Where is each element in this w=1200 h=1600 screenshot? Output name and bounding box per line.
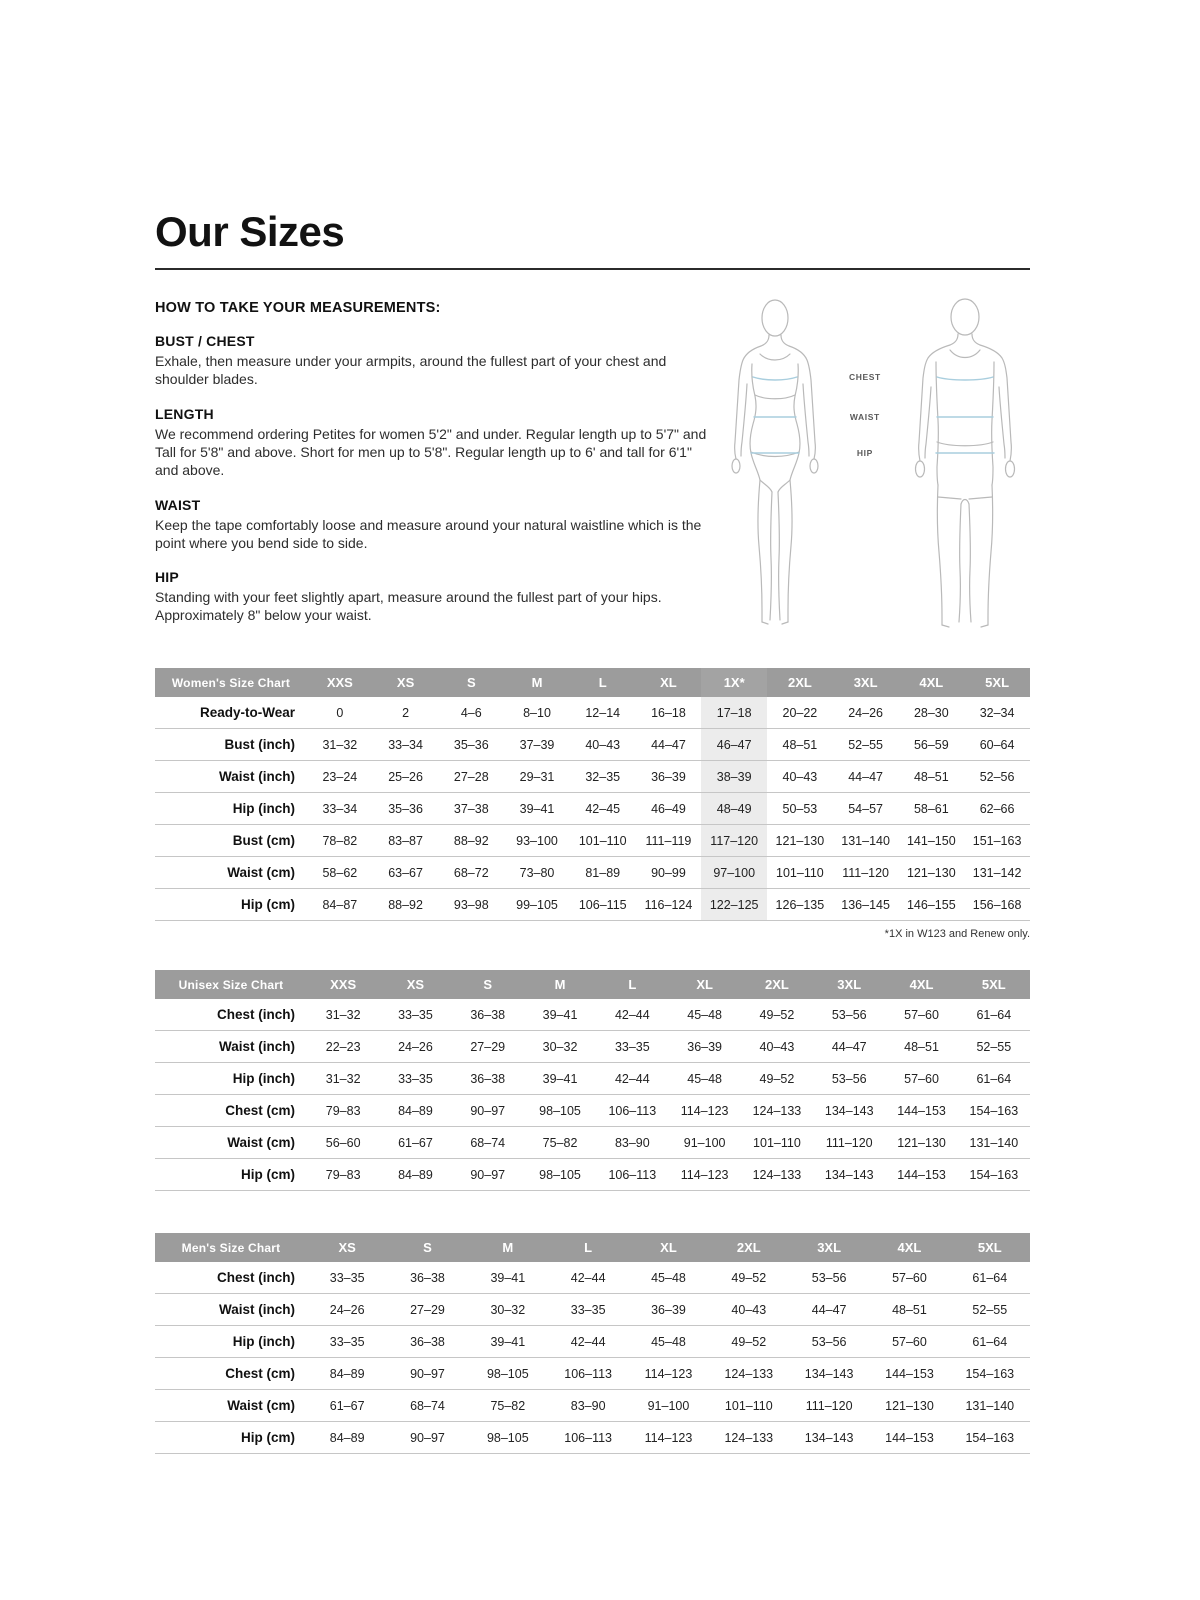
size-cell: 50–53 — [767, 793, 833, 825]
size-cell: 4–6 — [438, 697, 504, 729]
size-cell: 134–143 — [813, 1095, 885, 1127]
size-cell: 114–123 — [668, 1095, 740, 1127]
size-cell: 52–55 — [833, 729, 899, 761]
size-cell: 90–97 — [387, 1358, 467, 1390]
how-to-heading: HOW TO TAKE YOUR MEASUREMENTS: — [155, 300, 441, 317]
size-cell: 42–44 — [596, 1063, 668, 1095]
size-cell: 114–123 — [628, 1358, 708, 1390]
table-row — [155, 1063, 1030, 1095]
size-cell: 37–38 — [438, 793, 504, 825]
size-cell: 63–67 — [373, 857, 439, 889]
size-cell: 39–41 — [504, 793, 570, 825]
table-row — [155, 825, 1030, 857]
size-cell: 32–34 — [964, 697, 1030, 729]
size-cell: 45–48 — [668, 1063, 740, 1095]
size-cell: 33–34 — [373, 729, 439, 761]
size-cell: 84–87 — [307, 889, 373, 921]
size-cell: 93–100 — [504, 825, 570, 857]
size-cell: 56–59 — [898, 729, 964, 761]
column-header: 3XL — [813, 970, 885, 999]
size-cell: 57–60 — [885, 999, 957, 1031]
size-cell: 58–61 — [898, 793, 964, 825]
size-cell: 46–47 — [701, 729, 767, 761]
size-cell: 111–120 — [833, 857, 899, 889]
table-row — [155, 1159, 1030, 1191]
size-table — [155, 1233, 1030, 1454]
size-cell: 60–64 — [964, 729, 1030, 761]
header-row — [155, 668, 1030, 697]
size-cell: 48–51 — [885, 1031, 957, 1063]
size-cell: 84–89 — [307, 1358, 387, 1390]
column-header: L — [596, 970, 668, 999]
size-table — [155, 668, 1030, 921]
size-cell: 33–35 — [379, 1063, 451, 1095]
column-header: XL — [668, 970, 740, 999]
size-cell: 75–82 — [524, 1127, 596, 1159]
size-cell: 39–41 — [468, 1326, 548, 1358]
size-cell: 124–133 — [741, 1095, 813, 1127]
size-cell: 44–47 — [789, 1294, 869, 1326]
row-label: Waist (cm) — [155, 1390, 307, 1422]
table-row — [155, 1294, 1030, 1326]
row-label: Waist (cm) — [155, 857, 307, 889]
intro-row — [155, 300, 1030, 652]
table-row — [155, 1127, 1030, 1159]
size-cell: 111–119 — [636, 825, 702, 857]
row-label: Hip (inch) — [155, 1326, 307, 1358]
size-cell: 36–38 — [452, 999, 524, 1031]
size-cell: 42–44 — [596, 999, 668, 1031]
column-header: XXS — [307, 970, 379, 999]
size-cell: 68–74 — [452, 1127, 524, 1159]
size-cell: 30–32 — [524, 1031, 596, 1063]
size-cell: 106–113 — [548, 1422, 628, 1454]
size-cell: 134–143 — [813, 1159, 885, 1191]
size-cell: 31–32 — [307, 729, 373, 761]
size-cell: 98–105 — [524, 1159, 596, 1191]
column-header: XS — [307, 1233, 387, 1262]
size-cell: 61–67 — [307, 1390, 387, 1422]
size-cell: 91–100 — [628, 1390, 708, 1422]
size-cell: 61–64 — [958, 1063, 1030, 1095]
size-cell: 101–110 — [741, 1127, 813, 1159]
size-cell: 83–87 — [373, 825, 439, 857]
size-cell: 144–153 — [885, 1095, 957, 1127]
size-cell: 93–98 — [438, 889, 504, 921]
size-table — [155, 970, 1030, 1191]
column-header: M — [504, 668, 570, 697]
size-cell: 84–89 — [379, 1095, 451, 1127]
size-cell: 97–100 — [701, 857, 767, 889]
size-cell: 121–130 — [898, 857, 964, 889]
measurement-instructions — [155, 300, 710, 652]
column-header: XL — [636, 668, 702, 697]
size-cell: 106–115 — [570, 889, 636, 921]
size-cell: 48–49 — [701, 793, 767, 825]
size-cell: 111–120 — [789, 1390, 869, 1422]
size-cell: 36–39 — [628, 1294, 708, 1326]
figure-label-hip: HIP — [856, 448, 873, 459]
column-header: 2XL — [741, 970, 813, 999]
size-cell: 61–64 — [958, 999, 1030, 1031]
figure-label-chest: CHEST — [848, 372, 881, 383]
section-heading: HIP — [155, 569, 179, 586]
column-header: XS — [373, 668, 439, 697]
size-cell: 40–43 — [709, 1294, 789, 1326]
male-figure-illustration — [890, 292, 1040, 642]
size-cell: 57–60 — [869, 1262, 949, 1294]
size-cell: 52–56 — [964, 761, 1030, 793]
size-cell: 154–163 — [958, 1159, 1030, 1191]
size-cell: 79–83 — [307, 1095, 379, 1127]
size-cell: 35–36 — [373, 793, 439, 825]
size-cell: 24–26 — [379, 1031, 451, 1063]
column-header: XXS — [307, 668, 373, 697]
size-cell: 57–60 — [869, 1326, 949, 1358]
row-label: Chest (cm) — [155, 1095, 307, 1127]
table-row — [155, 1262, 1030, 1294]
column-header: S — [452, 970, 524, 999]
female-measurement-lines — [751, 377, 799, 453]
size-cell: 33–35 — [548, 1294, 628, 1326]
table-row — [155, 1095, 1030, 1127]
size-cell: 53–56 — [789, 1262, 869, 1294]
section-body: Keep the tape comfortably loose and measure around your natural waistline which is the point where you bend side to side. — [155, 516, 702, 551]
header-row — [155, 1233, 1030, 1262]
size-cell: 48–51 — [898, 761, 964, 793]
size-cell: 78–82 — [307, 825, 373, 857]
size-cell: 121–130 — [885, 1127, 957, 1159]
size-cell: 53–56 — [813, 1063, 885, 1095]
size-cell: 126–135 — [767, 889, 833, 921]
size-cell: 40–43 — [741, 1031, 813, 1063]
size-cell: 88–92 — [373, 889, 439, 921]
size-cell: 114–123 — [668, 1159, 740, 1191]
column-header: 1X* — [701, 668, 767, 697]
table-row — [155, 1358, 1030, 1390]
size-cell: 33–34 — [307, 793, 373, 825]
size-cell: 81–89 — [570, 857, 636, 889]
page-title: Our Sizes — [155, 208, 345, 255]
size-cell: 49–52 — [709, 1326, 789, 1358]
column-header: 4XL — [898, 668, 964, 697]
size-cell: 42–44 — [548, 1262, 628, 1294]
size-cell: 144–153 — [869, 1358, 949, 1390]
size-cell: 37–39 — [504, 729, 570, 761]
size-cell: 42–44 — [548, 1326, 628, 1358]
column-header: 2XL — [709, 1233, 789, 1262]
size-cell: 30–32 — [468, 1294, 548, 1326]
size-cell: 36–38 — [387, 1326, 467, 1358]
column-header: XL — [628, 1233, 708, 1262]
section-heading: WAIST — [155, 496, 201, 513]
size-cell: 49–52 — [741, 999, 813, 1031]
size-cell: 98–105 — [524, 1095, 596, 1127]
row-label: Hip (inch) — [155, 1063, 307, 1095]
size-cell: 32–35 — [570, 761, 636, 793]
size-cell: 111–120 — [813, 1127, 885, 1159]
measurement-figures — [710, 292, 1030, 644]
size-cell: 39–41 — [524, 999, 596, 1031]
size-cell: 114–123 — [628, 1422, 708, 1454]
size-cell: 27–29 — [452, 1031, 524, 1063]
size-cell: 91–100 — [668, 1127, 740, 1159]
size-cell: 84–89 — [307, 1422, 387, 1454]
size-cell: 25–26 — [373, 761, 439, 793]
size-cell: 20–22 — [767, 697, 833, 729]
table-row — [155, 761, 1030, 793]
size-cell: 75–82 — [468, 1390, 548, 1422]
size-cell: 38–39 — [701, 761, 767, 793]
row-label: Hip (cm) — [155, 889, 307, 921]
size-cell: 90–97 — [387, 1422, 467, 1454]
women-size-chart — [155, 668, 1030, 921]
column-header: XS — [379, 970, 451, 999]
table-row — [155, 793, 1030, 825]
size-cell: 45–48 — [628, 1262, 708, 1294]
size-cell: 101–110 — [570, 825, 636, 857]
size-cell: 131–140 — [958, 1127, 1030, 1159]
size-cell: 16–18 — [636, 697, 702, 729]
section-heading: BUST / CHEST — [155, 333, 255, 350]
size-cell: 131–140 — [833, 825, 899, 857]
size-cell: 53–56 — [789, 1326, 869, 1358]
size-cell: 49–52 — [709, 1262, 789, 1294]
size-cell: 144–153 — [869, 1422, 949, 1454]
size-cell: 27–28 — [438, 761, 504, 793]
female-figure-illustration — [710, 292, 840, 637]
size-cell: 48–51 — [869, 1294, 949, 1326]
table-row — [155, 999, 1030, 1031]
size-cell: 101–110 — [709, 1390, 789, 1422]
table-row — [155, 1326, 1030, 1358]
row-label: Waist (inch) — [155, 1294, 307, 1326]
size-cell: 46–49 — [636, 793, 702, 825]
size-cell: 134–143 — [789, 1422, 869, 1454]
size-cell: 52–55 — [950, 1294, 1030, 1326]
row-label: Waist (inch) — [155, 761, 307, 793]
size-cell: 28–30 — [898, 697, 964, 729]
row-label: Bust (cm) — [155, 825, 307, 857]
size-cell: 54–57 — [833, 793, 899, 825]
table-row — [155, 857, 1030, 889]
size-cell: 117–120 — [701, 825, 767, 857]
size-cell: 68–72 — [438, 857, 504, 889]
column-header: 3XL — [789, 1233, 869, 1262]
column-header: 4XL — [885, 970, 957, 999]
size-cell: 79–83 — [307, 1159, 379, 1191]
size-cell: 45–48 — [668, 999, 740, 1031]
row-label: Chest (inch) — [155, 1262, 307, 1294]
table-row — [155, 697, 1030, 729]
size-cell: 33–35 — [379, 999, 451, 1031]
size-cell: 23–24 — [307, 761, 373, 793]
column-header: 3XL — [833, 668, 899, 697]
size-cell: 136–145 — [833, 889, 899, 921]
size-cell: 106–113 — [596, 1095, 668, 1127]
size-cell: 156–168 — [964, 889, 1030, 921]
row-label: Waist (cm) — [155, 1127, 307, 1159]
size-cell: 124–133 — [741, 1159, 813, 1191]
column-header: 5XL — [958, 970, 1030, 999]
size-cell: 31–32 — [307, 1063, 379, 1095]
size-cell: 36–39 — [668, 1031, 740, 1063]
size-cell: 101–110 — [767, 857, 833, 889]
page-content — [155, 0, 1030, 1454]
size-cell: 73–80 — [504, 857, 570, 889]
size-cell: 27–29 — [387, 1294, 467, 1326]
table-row — [155, 729, 1030, 761]
size-cell: 151–163 — [964, 825, 1030, 857]
size-cell: 68–74 — [387, 1390, 467, 1422]
size-cell: 83–90 — [548, 1390, 628, 1422]
size-cell: 154–163 — [958, 1095, 1030, 1127]
row-label: Chest (inch) — [155, 999, 307, 1031]
table-title: Men's Size Chart — [155, 1233, 307, 1262]
section-waist — [155, 497, 710, 553]
size-cell: 36–38 — [387, 1262, 467, 1294]
size-cell: 49–52 — [741, 1063, 813, 1095]
size-cell: 122–125 — [701, 889, 767, 921]
table-row — [155, 889, 1030, 921]
size-cell: 98–105 — [468, 1422, 548, 1454]
column-header: M — [468, 1233, 548, 1262]
column-header: 5XL — [964, 668, 1030, 697]
column-header: S — [387, 1233, 467, 1262]
size-cell: 52–55 — [958, 1031, 1030, 1063]
size-cell: 90–99 — [636, 857, 702, 889]
size-cell: 2 — [373, 697, 439, 729]
row-label: Hip (cm) — [155, 1159, 307, 1191]
size-cell: 45–48 — [628, 1326, 708, 1358]
size-cell: 83–90 — [596, 1127, 668, 1159]
section-body: Exhale, then measure under your armpits, around the fullest part of your chest and shoulder blades. — [155, 353, 667, 387]
size-cell: 121–130 — [767, 825, 833, 857]
size-cell: 141–150 — [898, 825, 964, 857]
size-cell: 44–47 — [636, 729, 702, 761]
table-row — [155, 1031, 1030, 1063]
size-cell: 154–163 — [950, 1358, 1030, 1390]
section-body: We recommend ordering Petites for women 5'2" and under. Regular length up to 5'7" and Tall for 5'8" and above. Short for men up to 5'8". Regular length up to 6' and tall for 6'1" and above. — [155, 425, 707, 478]
men-size-chart — [155, 1233, 1030, 1454]
size-cell: 44–47 — [833, 761, 899, 793]
size-cell: 121–130 — [869, 1390, 949, 1422]
row-label: Ready-to-Wear — [155, 697, 307, 729]
size-cell: 99–105 — [504, 889, 570, 921]
column-header: L — [548, 1233, 628, 1262]
title-rule — [155, 268, 1030, 270]
table-row — [155, 1422, 1030, 1454]
size-cell: 24–26 — [307, 1294, 387, 1326]
size-cell: 58–62 — [307, 857, 373, 889]
size-cell: 33–35 — [596, 1031, 668, 1063]
table-title: Unisex Size Chart — [155, 970, 307, 999]
size-cell: 134–143 — [789, 1358, 869, 1390]
column-header: L — [570, 668, 636, 697]
size-cell: 36–38 — [452, 1063, 524, 1095]
section-hip — [155, 569, 710, 625]
column-header: 2XL — [767, 668, 833, 697]
row-label: Hip (inch) — [155, 793, 307, 825]
column-header: 4XL — [869, 1233, 949, 1262]
size-cell: 44–47 — [813, 1031, 885, 1063]
size-cell: 22–23 — [307, 1031, 379, 1063]
size-cell: 33–35 — [307, 1262, 387, 1294]
size-cell: 36–39 — [636, 761, 702, 793]
size-cell: 154–163 — [950, 1422, 1030, 1454]
size-cell: 106–113 — [548, 1358, 628, 1390]
size-cell: 57–60 — [885, 1063, 957, 1095]
size-cell: 17–18 — [701, 697, 767, 729]
size-cell: 144–153 — [885, 1159, 957, 1191]
size-cell: 24–26 — [833, 697, 899, 729]
size-cell: 56–60 — [307, 1127, 379, 1159]
size-cell: 90–97 — [452, 1095, 524, 1127]
section-length — [155, 406, 710, 480]
size-cell: 33–35 — [307, 1326, 387, 1358]
size-cell: 42–45 — [570, 793, 636, 825]
size-cell: 124–133 — [709, 1422, 789, 1454]
size-cell: 84–89 — [379, 1159, 451, 1191]
size-cell: 29–31 — [504, 761, 570, 793]
size-cell: 62–66 — [964, 793, 1030, 825]
section-heading: LENGTH — [155, 405, 214, 422]
row-label: Hip (cm) — [155, 1422, 307, 1454]
size-cell: 48–51 — [767, 729, 833, 761]
section-body: Standing with your feet slightly apart, measure around the fullest part of your hips. Approximately 8" below your waist. — [155, 589, 662, 624]
header-row — [155, 970, 1030, 999]
size-cell: 61–64 — [950, 1262, 1030, 1294]
size-cell: 61–64 — [950, 1326, 1030, 1358]
unisex-size-chart — [155, 970, 1030, 1191]
table-row — [155, 1390, 1030, 1422]
size-cell: 31–32 — [307, 999, 379, 1031]
size-cell: 61–67 — [379, 1127, 451, 1159]
section-bust-chest — [155, 333, 710, 389]
size-cell: 88–92 — [438, 825, 504, 857]
row-label: Bust (inch) — [155, 729, 307, 761]
size-cell: 35–36 — [438, 729, 504, 761]
row-label: Chest (cm) — [155, 1358, 307, 1390]
size-cell: 131–140 — [950, 1390, 1030, 1422]
column-header: S — [438, 668, 504, 697]
size-cell: 40–43 — [767, 761, 833, 793]
size-chart-footnote: *1X in W123 and Renew only. — [884, 928, 1030, 941]
size-cell: 90–97 — [452, 1159, 524, 1191]
size-cell: 12–14 — [570, 697, 636, 729]
size-cell: 0 — [307, 697, 373, 729]
size-cell: 106–113 — [596, 1159, 668, 1191]
size-cell: 39–41 — [524, 1063, 596, 1095]
size-cell: 8–10 — [504, 697, 570, 729]
male-measurement-lines — [936, 377, 994, 453]
size-cell: 39–41 — [468, 1262, 548, 1294]
table-title: Women's Size Chart — [155, 668, 307, 697]
size-cell: 116–124 — [636, 889, 702, 921]
column-header: M — [524, 970, 596, 999]
size-cell: 53–56 — [813, 999, 885, 1031]
row-label: Waist (inch) — [155, 1031, 307, 1063]
size-cell: 98–105 — [468, 1358, 548, 1390]
figure-label-waist: WAIST — [849, 412, 880, 423]
size-cell: 146–155 — [898, 889, 964, 921]
size-cell: 40–43 — [570, 729, 636, 761]
size-cell: 124–133 — [709, 1358, 789, 1390]
size-cell: 131–142 — [964, 857, 1030, 889]
column-header: 5XL — [950, 1233, 1030, 1262]
